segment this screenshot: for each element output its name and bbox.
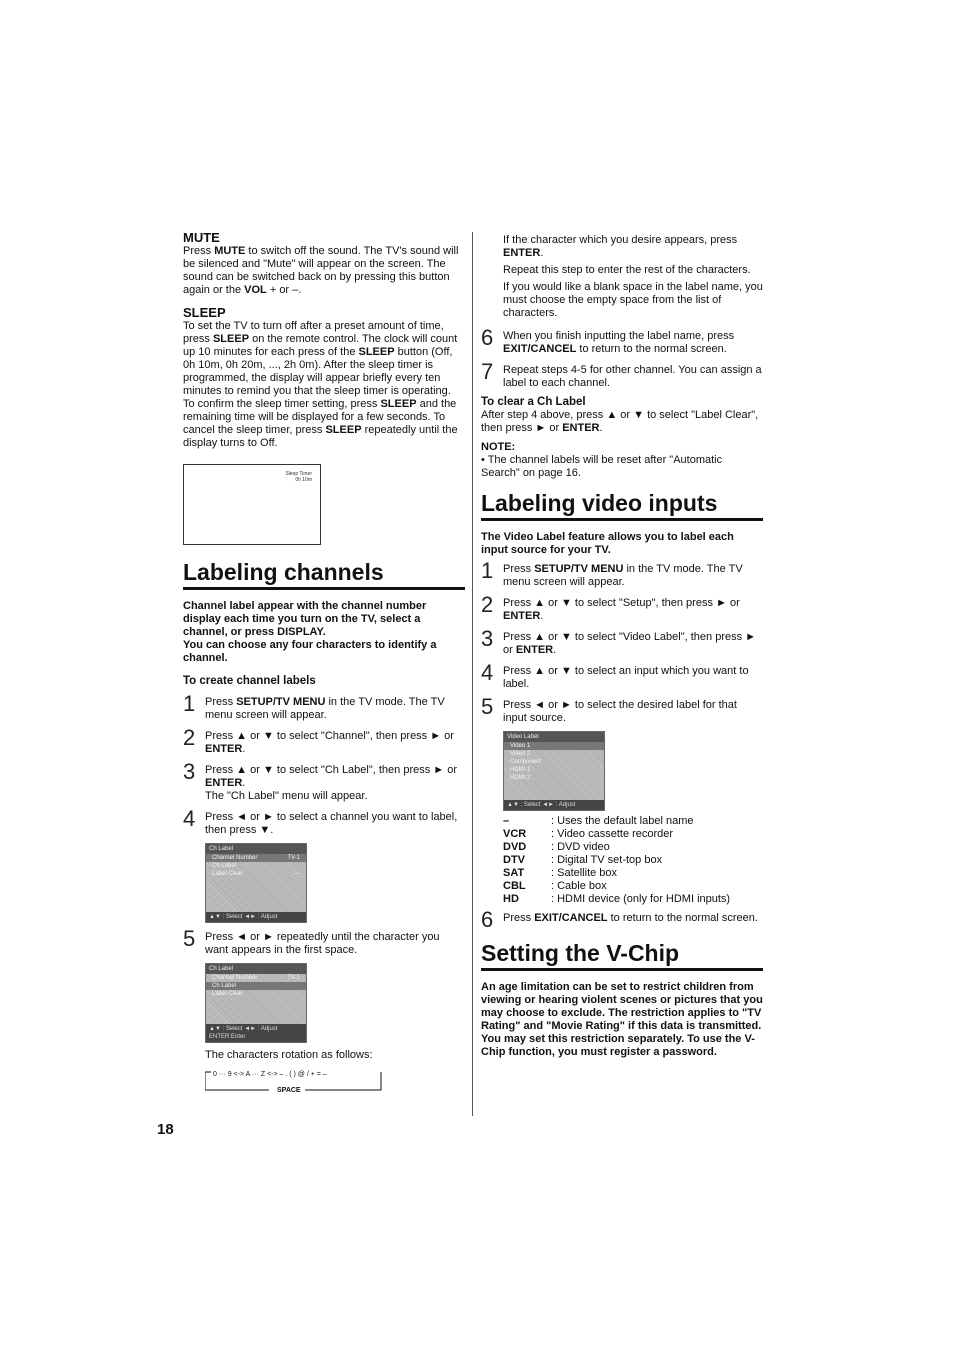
step-part: Press ◄ or ► repeatedly until the character you want appears in the first space. xyxy=(205,931,440,956)
step-part: in the TV mode. The TV menu screen will appear. xyxy=(503,563,743,588)
video-step-1 xyxy=(481,558,763,589)
step-part: Press ▲ or ▼ to select "Ch Label", then press ► or xyxy=(205,764,458,776)
label-code: HD xyxy=(503,893,519,905)
vchip-title: Setting the V-Chip xyxy=(481,940,763,971)
step-part: to return to the normal screen. xyxy=(607,912,758,924)
sleep-text: button (Off, 0h 10m, 0h 20m, ..., 2h 0m). After the sleep timer is programmed, the display will appear briefly every ten minutes to remind you that the sleep timer is operating. To confirm the sleep timer setting, press xyxy=(183,346,453,410)
label-code: DTV xyxy=(503,854,525,866)
text-part: After step 4 above, press ▲ or ▼ to select "Label Clear", then press ► or xyxy=(481,409,759,434)
video-label-row xyxy=(503,893,763,906)
sleep-timer-label: Sleep Timer xyxy=(285,471,312,477)
label-desc: : Uses the default label name xyxy=(551,815,694,827)
mute-text: + or –. xyxy=(266,284,302,296)
step-key: EXIT/CANCEL xyxy=(534,912,608,924)
screen-title: Ch Label xyxy=(206,964,306,974)
step-key: EXIT/CANCEL xyxy=(503,343,577,355)
step-number: 6 xyxy=(481,907,494,932)
channel-step-2 xyxy=(183,725,465,756)
label-code: VCR xyxy=(503,828,527,840)
sleep-key: SLEEP xyxy=(358,346,395,358)
labeling-video-title: Labeling video inputs xyxy=(481,490,763,521)
video-step-3 xyxy=(481,626,763,657)
screen-row-label: Channel Number xyxy=(212,855,258,861)
screen-row: Video 1 xyxy=(504,742,604,750)
label-desc: : HDMI device (only for HDMI inputs) xyxy=(551,893,731,905)
labeling-video-intro: The Video Label feature allows you to label each input source for your TV. xyxy=(481,531,734,556)
channel-step-5 xyxy=(183,926,465,957)
screen-row-label: Channel Number xyxy=(212,975,258,981)
step-text: Repeat steps 4-5 for other channel. You can assign a label to each channel. xyxy=(503,364,762,389)
channel-step-6 xyxy=(481,325,763,356)
step-text xyxy=(205,694,465,722)
labeling-channels-title: Labeling channels xyxy=(183,559,465,590)
step-part: Press ▲ or ▼ to select "Channel", then press ► or xyxy=(205,730,454,742)
screen-row xyxy=(206,854,306,862)
right-column xyxy=(481,234,763,1063)
step-text xyxy=(205,762,465,803)
video-step-4 xyxy=(481,660,763,691)
sleep-text: on the remote control. The clock will count up 10 minutes for each press of the xyxy=(183,333,458,358)
step-text xyxy=(205,929,465,957)
mute-body xyxy=(183,245,465,297)
rotation-sequence: 0 ··· 9 <-> A ··· Z <-> – . ( ) @ / + = – xyxy=(213,1071,327,1078)
step-text xyxy=(503,595,763,623)
step-number: 7 xyxy=(481,359,494,384)
mute-heading: MUTE xyxy=(183,230,220,245)
step-number: 6 xyxy=(481,325,494,350)
video-label-row xyxy=(503,867,763,880)
step-number: 2 xyxy=(183,725,196,750)
rotation-caption: The characters rotation as follows: xyxy=(205,1049,373,1061)
screen-row: Ch Label xyxy=(212,863,237,869)
sleep-body xyxy=(183,320,465,450)
clear-label-text xyxy=(481,409,763,435)
note-heading: NOTE: xyxy=(481,441,516,453)
sleep-text: and the remaining time will be displayed for a few seconds. To cancel the sleep timer, press xyxy=(183,398,457,436)
sleep-text: To set the TV to turn off after a preset amount of time, press xyxy=(183,320,444,345)
step-key: ENTER xyxy=(205,777,243,789)
screen-row-label: Label Clear xyxy=(212,871,243,877)
mute-text: Press xyxy=(183,245,215,257)
step-extra: The "Ch Label" menu will appear. xyxy=(205,790,368,802)
channel-step-1 xyxy=(183,691,465,722)
video-label-row xyxy=(503,815,763,828)
create-labels-subhead: To create channel labels xyxy=(183,675,316,687)
enter-key: ENTER xyxy=(503,247,541,259)
text-part: . xyxy=(540,247,544,259)
screen-row-value: TV-1 xyxy=(287,975,300,981)
text-part: If the character which you desire appears, press xyxy=(503,234,738,246)
video-label-row xyxy=(503,854,763,867)
step-part: When you finish inputting the label name, press xyxy=(503,330,735,342)
step-text xyxy=(503,561,763,589)
video-label-row xyxy=(503,828,763,841)
label-code: – xyxy=(503,815,510,827)
video-step-6 xyxy=(481,907,763,932)
note-body: • The channel labels will be reset after "Automatic Search" on page 16. xyxy=(481,454,723,479)
screen-row xyxy=(206,870,306,878)
sleep-heading: SLEEP xyxy=(183,305,226,320)
clear-label-subhead: To clear a Ch Label xyxy=(481,396,586,408)
screen-row: Component xyxy=(510,759,542,765)
rotation-diagram xyxy=(205,1066,385,1094)
sleep-key: SLEEP xyxy=(325,424,362,436)
step-part: Press ▲ or ▼ to select "Setup", then press ► or xyxy=(503,597,740,609)
step-number: 3 xyxy=(183,759,196,784)
label-code: CBL xyxy=(503,880,526,892)
step-text xyxy=(503,910,763,930)
video-label-screen xyxy=(503,731,605,811)
column-divider xyxy=(472,232,473,1116)
mute-text: to switch off the sound. The TV's sound will be silenced and "Mute" will appear on the screen. The sound can be switched back on by pressing this button again or the xyxy=(183,245,459,296)
step-part: Press xyxy=(205,696,237,708)
step-key: SETUP/TV MENU xyxy=(534,563,624,575)
step5-continued xyxy=(503,234,763,320)
step-part: Press ▲ or ▼ to select "Video Label", then press ► or xyxy=(503,631,757,656)
rotation-space-label: SPACE xyxy=(277,1087,301,1094)
step-text: Press ◄ or ► to select the desired label for that input source. xyxy=(503,699,737,724)
video-label-row xyxy=(503,841,763,854)
page-number: 18 xyxy=(157,1121,174,1138)
mute-key: MUTE xyxy=(214,245,246,257)
step-part: in the TV mode. The TV menu screen will appear. xyxy=(205,696,445,721)
vchip-intro: An age limitation can be set to restrict children from viewing or hearing violent scenes or pictures that you may choose to exclude. The restriction applies to "TV Rating" and "Movie Rating" if this data is transmitted. You may set this restriction separately. To use the V-Chip function, you must register a password. xyxy=(481,981,763,1058)
channel-step-3 xyxy=(183,759,465,803)
step-part: . xyxy=(540,610,544,622)
step-number: 5 xyxy=(183,926,196,951)
step-number: 3 xyxy=(481,626,494,651)
ch-label-screen-2 xyxy=(205,963,307,1043)
intro-line: Channel label appear with the channel number display each time you turn on the TV, select a channel, or press DISPLAY. xyxy=(183,600,427,638)
step-text xyxy=(205,728,465,756)
screen-row-value: TV-1 xyxy=(287,855,300,861)
sleep-timer-value: 0h 10m xyxy=(295,477,312,483)
step-part: . xyxy=(242,777,246,789)
screen-row: HDMI 1 xyxy=(510,767,531,773)
step-part: Press xyxy=(503,912,535,924)
screen-row-value: --- xyxy=(294,871,300,877)
sleep-timer-screen xyxy=(183,464,321,545)
vol-key: VOL xyxy=(244,284,267,296)
screen-title: Ch Label xyxy=(206,844,306,854)
sleep-timer-readout xyxy=(285,471,312,483)
enter-key: ENTER xyxy=(562,422,600,434)
step-text xyxy=(503,328,763,356)
screen-row: Video 2 xyxy=(510,751,531,757)
screen-footer: ▲▼ : Select ◄► : Adjust xyxy=(206,912,306,922)
step-part: Press xyxy=(503,563,535,575)
intro-line: You can choose any four characters to identify a channel. xyxy=(183,639,437,664)
repeat-step-text: Repeat this step to enter the rest of the characters. xyxy=(503,264,751,276)
label-code: DVD xyxy=(503,841,527,853)
step-key: SETUP/TV MENU xyxy=(236,696,326,708)
step-number: 1 xyxy=(481,558,494,583)
video-label-row xyxy=(503,880,763,893)
step-part: to return to the normal screen. xyxy=(576,343,727,355)
label-desc: : Digital TV set-top box xyxy=(551,854,663,866)
step-number: 1 xyxy=(183,691,196,716)
step-number: 4 xyxy=(481,660,494,685)
blank-space-text: If you would like a blank space in the label name, you must choose the empty space from the list of characters. xyxy=(503,281,763,319)
label-desc: : Cable box xyxy=(551,880,607,892)
sleep-key: SLEEP xyxy=(380,398,417,410)
screen-row: Label Clear xyxy=(212,991,243,997)
step-part: . xyxy=(242,743,246,755)
left-column xyxy=(183,230,465,1094)
screen-row: Ch Label xyxy=(206,982,306,990)
step-part: . xyxy=(553,644,557,656)
channel-step-4 xyxy=(183,806,465,837)
step-key: ENTER xyxy=(503,610,541,622)
label-code: SAT xyxy=(503,867,525,879)
step-key: ENTER xyxy=(205,743,243,755)
video-step-2 xyxy=(481,592,763,623)
label-desc: : Satellite box xyxy=(551,867,618,879)
screen-title: Video Label xyxy=(504,732,604,742)
step-text: Press ▲ or ▼ to select an input which you want to label. xyxy=(503,665,749,690)
text-part: . xyxy=(599,422,603,434)
step-text xyxy=(503,629,763,657)
sleep-key: SLEEP xyxy=(212,333,250,345)
step-part: Press ◄ or ► to select a channel you want to label, then press ▼. xyxy=(205,811,458,836)
screen-row: HDMI 2 xyxy=(510,775,531,781)
video-label-list xyxy=(503,815,763,906)
ch-label-screen-1 xyxy=(205,843,307,923)
screen-footer: ▲▼ : Select ◄► : Adjust ENTER:Enter xyxy=(206,1024,306,1042)
step-text xyxy=(205,809,465,837)
video-step-5 xyxy=(481,694,763,725)
screen-row xyxy=(206,974,306,982)
label-desc: : Video cassette recorder xyxy=(551,828,674,840)
sleep-text: repeatedly until the display turns to Off. xyxy=(183,424,458,449)
labeling-channels-intro xyxy=(183,600,465,665)
step-key: ENTER xyxy=(515,644,554,656)
channel-step-7 xyxy=(481,359,763,390)
step-number: 4 xyxy=(183,806,196,831)
screen-footer: ▲▼ : Select ◄► : Adjust xyxy=(504,800,604,810)
step-number: 2 xyxy=(481,592,494,617)
enter-char-text xyxy=(503,234,763,260)
label-desc: : DVD video xyxy=(551,841,610,853)
step-number: 5 xyxy=(481,694,494,719)
